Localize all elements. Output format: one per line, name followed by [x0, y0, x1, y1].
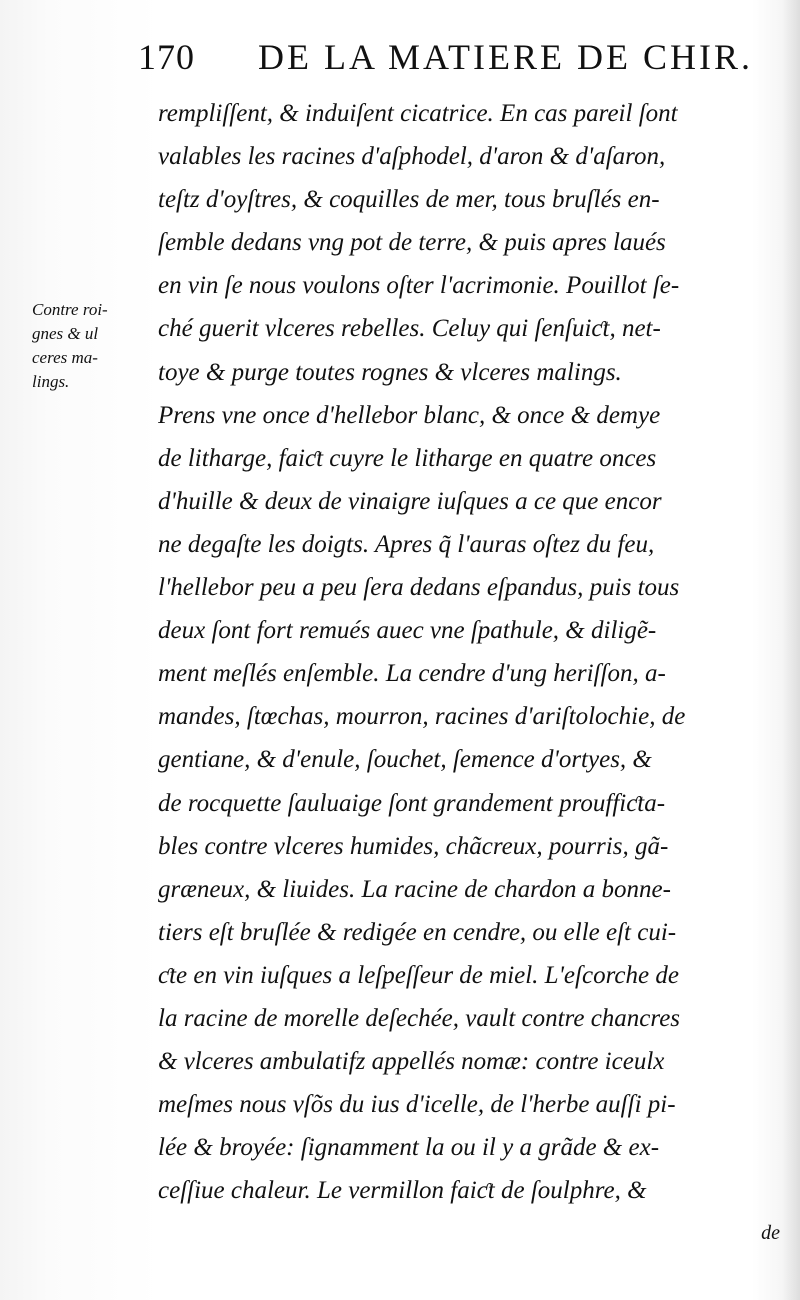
text-line: ceſſiue chaleur. Le vermillon faiƈt de ſoulphre, &: [158, 1177, 647, 1205]
text-line: valables les racines d'aſphodel, d'aron & d'aſaron,: [158, 143, 666, 171]
body-text: [158, 92, 786, 1256]
text-line: deux ſont fort remués auec vne ſpathule, & diligẽ-: [158, 617, 657, 645]
text-line: de litharge, faiƈt cuyre le litharge en quatre onces: [158, 444, 657, 472]
text-line: toye & purge toutes rognes & vlceres malings.: [158, 358, 622, 386]
text-line: Prens vne once d'hellebor blanc, & once & demye: [158, 401, 661, 429]
page-header: [138, 30, 798, 80]
text-line: gentiane, & d'enule, ſouchet, ſemence d'ortyes, &: [158, 746, 652, 774]
text-line: ché guerit vlceres rebelles. Celuy qui ſenſuiƈt, net-: [158, 315, 661, 343]
text-line: mandes, ſtœchas, mourron, racines d'ariſtolochie, de: [158, 703, 686, 731]
text-line: rempliſſent, & induiſent cicatrice. En cas pareil ſont: [158, 100, 678, 127]
page-number: 170: [138, 37, 195, 77]
text-line: ment meſlés enſemble. La cendre d'ung heriſſon, a-: [158, 660, 666, 688]
margin-note: [32, 298, 152, 394]
text-line: ſemble dedans vng pot de terre, & puis apres laués: [158, 229, 666, 257]
text-line: de rocquette ſauluaige ſont grandement prouffiƈta-: [158, 789, 666, 817]
text-line: græneux, & liuides. La racine de chardon a bonne-: [158, 875, 671, 903]
text-line: l'hellebor peu a peu ſera dedans eſpandus, puis tous: [158, 574, 680, 602]
margin-note-line: ceres ma-: [32, 348, 98, 367]
text-line: tiers eſt bruſlée & redigée en cendre, ou elle eſt cui-: [158, 918, 677, 946]
text-line: ƈte en vin iuſques a leſpeſſeur de miel. L'eſcorche de: [158, 961, 679, 989]
running-title: DE LA MATIERE DE CHIR.: [258, 37, 753, 77]
text-line: ne degaſte les doigts. Apres q̃ l'auras oſtez du feu,: [158, 530, 655, 558]
text-line: meſmes nous vſõs du ius d'icelle, de l'herbe auſſi pi-: [158, 1091, 676, 1119]
margin-note-line: Contre roi-: [32, 300, 108, 319]
text-line: d'huille & deux de vinaigre iuſques a ce que encor: [158, 487, 662, 515]
text-line: lée & broyée: ſignamment la ou il y a grãde & ex-: [158, 1134, 660, 1162]
catchword: de: [761, 1222, 780, 1245]
margin-note-line: lings.: [32, 372, 70, 391]
text-line: & vlceres ambulatifz appellés nomæ: contre iceulx: [158, 1048, 665, 1076]
text-line: en vin ſe nous voulons oſter l'acrimonie. Pouillot ſe-: [158, 272, 680, 300]
text-line: bles contre vlceres humides, chãcreux, pourris, gã-: [158, 832, 669, 860]
margin-note-line: gnes & ul: [32, 324, 99, 343]
text-line: teſtz d'oyſtres, & coquilles de mer, tous bruſlés en-: [158, 186, 660, 214]
text-line: la racine de morelle deſechée, vault contre chancres: [158, 1004, 681, 1032]
